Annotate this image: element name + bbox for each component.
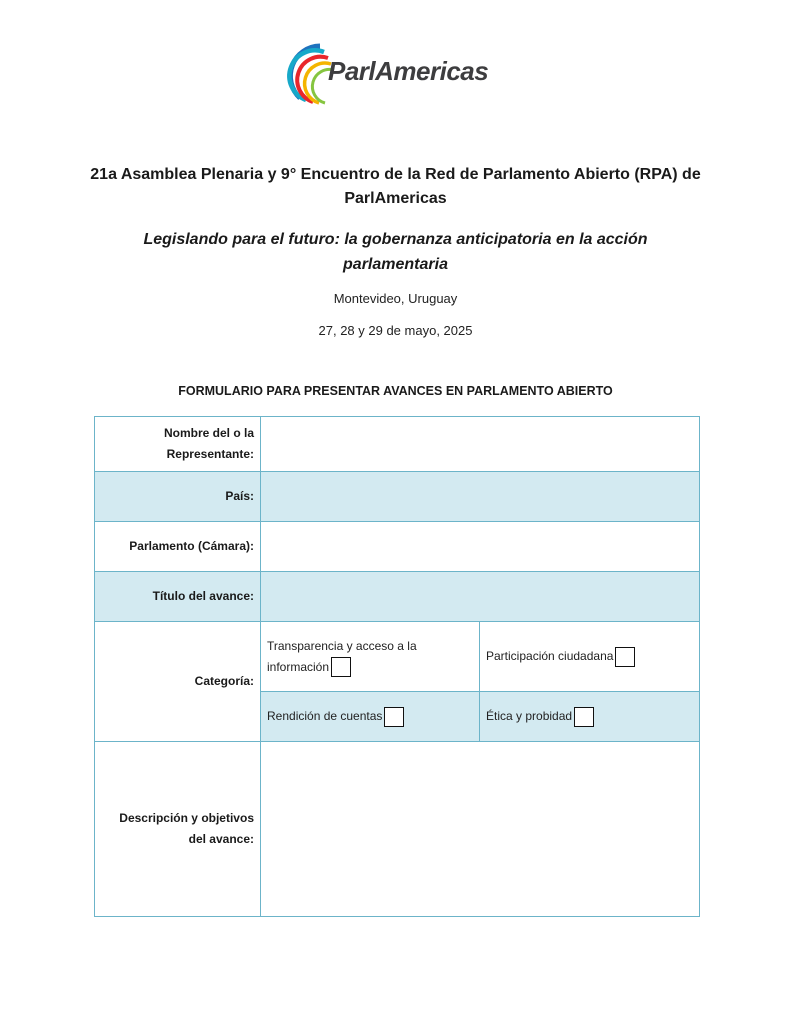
country-label: País: [95, 472, 261, 522]
subtitle-line-1: Legislando para el futuro: la gobernanza anticipatoria en la acción [143, 231, 648, 248]
form-row-description [95, 742, 700, 917]
advance-form-table [94, 416, 700, 917]
event-dates: 27, 28 y 29 de mayo, 2025 [318, 323, 473, 338]
category-option-transparency [261, 622, 480, 692]
accountability-checkbox[interactable] [384, 707, 404, 727]
category-option-ethics [480, 692, 700, 742]
logo-text: ParlAmericas [328, 56, 489, 86]
form-row-advance-title [95, 572, 700, 622]
form-row-parliament [95, 522, 700, 572]
subtitle-line-2: parlamentaria [343, 256, 448, 273]
ethics-label: Ética y probidad [486, 709, 573, 723]
parliament-label: Parlamento (Cámara): [95, 522, 261, 572]
title-line-1: 21a Asamblea Plenaria y 9° Encuentro de la Red de Parlamento Abierto (RPA) de [90, 166, 701, 183]
form-title: FORMULARIO PARA PRESENTAR AVANCES EN PARLAMENTO ABIERTO [178, 384, 613, 398]
document-title [80, 163, 711, 211]
accountability-label: Rendición de cuentas [267, 709, 383, 723]
transparency-checkbox[interactable] [331, 657, 351, 677]
category-option-accountability [261, 692, 480, 742]
event-location: Montevideo, Uruguay [333, 291, 458, 306]
country-input[interactable] [261, 472, 700, 522]
representative-label [95, 417, 261, 472]
advance-title-label: Título del avance: [95, 572, 261, 622]
document-subtitle [110, 227, 681, 277]
form-row-category-1 [95, 622, 700, 692]
parliament-input[interactable] [261, 522, 700, 572]
category-label: Categoría: [95, 622, 261, 742]
representative-label-line-2: Representante: [166, 447, 254, 461]
category-option-participation [480, 622, 700, 692]
description-label-line-1: Descripción y objetivos [119, 811, 254, 825]
description-label-line-2: del avance: [188, 832, 254, 846]
transparency-label-line-2: información [267, 659, 330, 674]
form-row-country [95, 472, 700, 522]
representative-label-line-1: Nombre del o la [163, 426, 254, 440]
parlamericas-logo [284, 40, 514, 106]
description-input[interactable] [261, 742, 700, 917]
representative-input[interactable] [261, 417, 700, 472]
participation-label: Participación ciudadana [486, 649, 614, 663]
form-row-representative [95, 417, 700, 472]
ethics-checkbox[interactable] [574, 707, 594, 727]
title-line-2: ParlAmericas [344, 190, 447, 207]
participation-checkbox[interactable] [615, 647, 635, 667]
advance-title-input[interactable] [261, 572, 700, 622]
description-label [95, 742, 261, 917]
transparency-label-line-1: Transparencia y acceso a la [267, 638, 417, 653]
